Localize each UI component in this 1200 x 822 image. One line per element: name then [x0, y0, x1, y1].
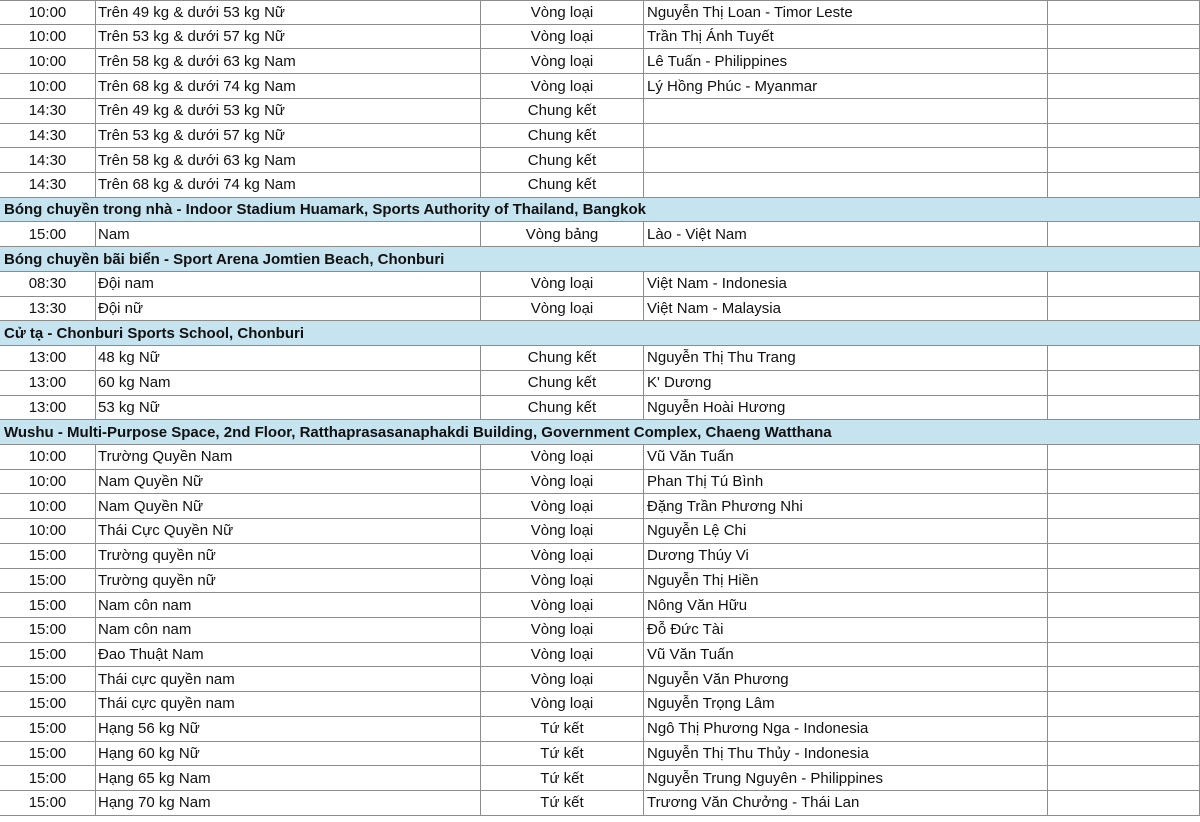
event-cell[interactable]: Trên 58 kg & dưới 63 kg Nam	[95, 148, 480, 172]
round-cell[interactable]: Vòng loại	[480, 1, 643, 24]
time-cell[interactable]: 14:30	[28, 102, 67, 120]
table-row	[0, 643, 1200, 668]
empty-cell[interactable]	[1047, 692, 1200, 716]
empty-cell[interactable]	[1047, 544, 1200, 568]
round-cell[interactable]: Vòng loại	[480, 643, 643, 667]
time-cell[interactable]: 15:00	[28, 547, 67, 565]
athlete-cell[interactable]: Nguyễn Trung Nguyên - Philippines	[643, 766, 1047, 790]
round-cell[interactable]: Tứ kết	[480, 791, 643, 815]
event-cell[interactable]: 53 kg Nữ	[95, 396, 480, 420]
athlete-cell[interactable]: Việt Nam - Indonesia	[643, 272, 1047, 296]
section-header[interactable]: Bóng chuyền trong nhà - Indoor Stadium Huamark, Sports Authority of Thailand, Bangkok	[0, 198, 1200, 223]
athlete-cell[interactable]: Việt Nam - Malaysia	[643, 297, 1047, 321]
event-cell[interactable]: Thái cực quyền nam	[95, 667, 480, 691]
round-cell[interactable]: Chung kết	[480, 396, 643, 420]
event-cell[interactable]: Trên 53 kg & dưới 57 kg Nữ	[95, 124, 480, 148]
event-cell[interactable]: Hạng 60 kg Nữ	[95, 742, 480, 766]
round-cell[interactable]: Vòng loại	[480, 667, 643, 691]
time-cell[interactable]: 08:30	[28, 275, 67, 293]
table-row	[0, 25, 1200, 50]
empty-cell[interactable]	[1047, 569, 1200, 593]
time-cell[interactable]: 14:30	[28, 126, 67, 144]
section-header[interactable]: Wushu - Multi-Purpose Space, 2nd Floor, Ratthaprasasanaphakdi Building, Government Complex, Chaeng Watthana	[0, 420, 1200, 445]
empty-cell[interactable]	[1047, 445, 1200, 469]
athlete-cell[interactable]: Ngô Thị Phương Nga - Indonesia	[643, 717, 1047, 741]
time-cell[interactable]: 10:00	[28, 3, 67, 21]
table-row	[0, 593, 1200, 618]
empty-cell[interactable]	[1047, 1, 1200, 24]
athlete-cell[interactable]: Nguyễn Lệ Chi	[643, 519, 1047, 543]
athlete-cell[interactable]	[643, 124, 1047, 148]
round-cell[interactable]: Vòng loại	[480, 618, 643, 642]
time-cell[interactable]: 15:00	[28, 670, 67, 688]
empty-cell[interactable]	[1047, 124, 1200, 148]
athlete-cell[interactable]: Nguyễn Thị Thu Trang	[643, 346, 1047, 370]
empty-cell[interactable]	[1047, 593, 1200, 617]
time-cell[interactable]: 15:00	[28, 596, 67, 614]
empty-cell[interactable]	[1047, 148, 1200, 172]
table-row	[0, 494, 1200, 519]
athlete-cell[interactable]: Dương Thúy Vi	[643, 544, 1047, 568]
event-cell[interactable]: Đao Thuật Nam	[95, 643, 480, 667]
round-cell[interactable]: Tứ kết	[480, 766, 643, 790]
table-row	[0, 49, 1200, 74]
empty-cell[interactable]	[1047, 173, 1200, 197]
time-cell[interactable]: 15:00	[28, 695, 67, 713]
table-row	[0, 717, 1200, 742]
time-cell[interactable]: 15:00	[28, 720, 67, 738]
time-cell[interactable]: 13:00	[28, 374, 67, 392]
round-cell[interactable]: Vòng loại	[480, 445, 643, 469]
time-cell[interactable]: 10:00	[28, 522, 67, 540]
event-cell[interactable]: Trên 68 kg & dưới 74 kg Nam	[95, 74, 480, 98]
athlete-cell[interactable]: Phan Thị Tú Bình	[643, 470, 1047, 494]
table-row	[0, 272, 1200, 297]
table-row	[0, 396, 1200, 421]
athlete-cell[interactable]: Vũ Văn Tuấn	[643, 643, 1047, 667]
empty-cell[interactable]	[1047, 766, 1200, 790]
event-cell[interactable]: Trên 49 kg & dưới 53 kg Nữ	[95, 99, 480, 123]
athlete-cell[interactable]: Nguyễn Văn Phương	[643, 667, 1047, 691]
event-cell[interactable]: Nam côn nam	[95, 593, 480, 617]
event-cell[interactable]: Trên 58 kg & dưới 63 kg Nam	[95, 49, 480, 73]
time-cell[interactable]: 10:00	[28, 497, 67, 515]
event-cell[interactable]: Thái cực quyền nam	[95, 692, 480, 716]
time-cell[interactable]: 15:00	[28, 769, 67, 787]
athlete-cell[interactable]: Nguyễn Thị Thu Thủy - Indonesia	[643, 742, 1047, 766]
athlete-cell[interactable]: Đặng Trần Phương Nhi	[643, 494, 1047, 518]
time-cell[interactable]: 14:30	[28, 176, 67, 194]
athlete-cell[interactable]: Vũ Văn Tuấn	[643, 445, 1047, 469]
table-row	[0, 766, 1200, 791]
table-row	[0, 74, 1200, 99]
empty-cell[interactable]	[1047, 371, 1200, 395]
empty-cell[interactable]	[1047, 791, 1200, 815]
round-cell[interactable]: Vòng loại	[480, 272, 643, 296]
athlete-cell[interactable]: Nguyễn Thị Hiền	[643, 569, 1047, 593]
table-row	[0, 667, 1200, 692]
table-row	[0, 124, 1200, 149]
athlete-cell[interactable]: K' Dương	[643, 371, 1047, 395]
athlete-cell[interactable]: Đỗ Đức Tài	[643, 618, 1047, 642]
section-header[interactable]: Cử tạ - Chonburi Sports School, Chonburi	[0, 321, 1200, 346]
time-cell[interactable]: 10:00	[28, 448, 67, 466]
athlete-cell[interactable]: Lý Hồng Phúc - Myanmar	[643, 74, 1047, 98]
round-cell[interactable]: Vòng bảng	[480, 222, 643, 246]
table-row	[0, 544, 1200, 569]
table-row	[0, 173, 1200, 198]
empty-cell[interactable]	[1047, 272, 1200, 296]
empty-cell[interactable]	[1047, 222, 1200, 246]
round-cell[interactable]: Vòng loại	[480, 494, 643, 518]
athlete-cell[interactable]	[643, 99, 1047, 123]
empty-cell[interactable]	[1047, 396, 1200, 420]
athlete-cell[interactable]: Nguyễn Hoài Hương	[643, 396, 1047, 420]
table-row	[0, 519, 1200, 544]
round-cell[interactable]: Vòng loại	[480, 544, 643, 568]
table-row	[0, 346, 1200, 371]
round-cell[interactable]: Vòng loại	[480, 74, 643, 98]
time-cell[interactable]: 15:00	[28, 225, 67, 243]
round-cell[interactable]: Vòng loại	[480, 692, 643, 716]
time-cell[interactable]: 15:00	[28, 571, 67, 589]
round-cell[interactable]: Tứ kết	[480, 742, 643, 766]
event-cell[interactable]: Hạng 70 kg Nam	[95, 791, 480, 815]
time-cell[interactable]: 10:00	[28, 52, 67, 70]
empty-cell[interactable]	[1047, 742, 1200, 766]
event-cell[interactable]: Hạng 65 kg Nam	[95, 766, 480, 790]
empty-cell[interactable]	[1047, 25, 1200, 49]
round-cell[interactable]: Vòng loại	[480, 470, 643, 494]
empty-cell[interactable]	[1047, 99, 1200, 123]
round-cell[interactable]: Chung kết	[480, 99, 643, 123]
event-cell[interactable]: Nam	[95, 222, 480, 246]
empty-cell[interactable]	[1047, 49, 1200, 73]
event-cell[interactable]: Trên 68 kg & dưới 74 kg Nam	[95, 173, 480, 197]
athlete-cell[interactable]	[643, 148, 1047, 172]
round-cell[interactable]: Chung kết	[480, 124, 643, 148]
athlete-cell[interactable]: Trần Thị Ánh Tuyết	[643, 25, 1047, 49]
athlete-cell[interactable]: Nông Văn Hữu	[643, 593, 1047, 617]
round-cell[interactable]: Chung kết	[480, 148, 643, 172]
time-cell[interactable]: 10:00	[28, 473, 67, 491]
table-row	[0, 618, 1200, 643]
empty-cell[interactable]	[1047, 470, 1200, 494]
round-cell[interactable]: Vòng loại	[480, 25, 643, 49]
athlete-cell[interactable]: Lào - Việt Nam	[643, 222, 1047, 246]
time-cell[interactable]: 10:00	[28, 77, 67, 95]
time-cell[interactable]: 10:00	[28, 28, 67, 46]
round-cell[interactable]: Chung kết	[480, 173, 643, 197]
athlete-cell[interactable]: Nguyễn Trọng Lâm	[643, 692, 1047, 716]
round-cell[interactable]: Vòng loại	[480, 569, 643, 593]
event-cell[interactable]: Trên 49 kg & dưới 53 kg Nữ	[95, 1, 480, 24]
round-cell[interactable]: Chung kết	[480, 346, 643, 370]
empty-cell[interactable]	[1047, 297, 1200, 321]
empty-cell[interactable]	[1047, 494, 1200, 518]
event-cell[interactable]: Nam côn nam	[95, 618, 480, 642]
table-row	[0, 445, 1200, 470]
table-row	[0, 791, 1200, 816]
table-row	[0, 742, 1200, 767]
event-cell[interactable]: Trường quyền nữ	[95, 544, 480, 568]
empty-cell[interactable]	[1047, 74, 1200, 98]
table-row	[0, 148, 1200, 173]
athlete-cell[interactable]	[643, 173, 1047, 197]
empty-cell[interactable]	[1047, 667, 1200, 691]
event-cell[interactable]: Nam Quyền Nữ	[95, 494, 480, 518]
table-row	[0, 0, 1200, 25]
table-row	[0, 569, 1200, 594]
section-header[interactable]: Bóng chuyền bãi biển - Sport Arena Jomtien Beach, Chonburi	[0, 247, 1200, 272]
table-row	[0, 99, 1200, 124]
time-cell[interactable]: 15:00	[28, 744, 67, 762]
table-row	[0, 297, 1200, 322]
event-cell[interactable]: Trên 53 kg & dưới 57 kg Nữ	[95, 25, 480, 49]
table-row	[0, 692, 1200, 717]
empty-cell[interactable]	[1047, 618, 1200, 642]
event-cell[interactable]: Thái Cực Quyền Nữ	[95, 519, 480, 543]
time-cell[interactable]: 13:00	[28, 398, 67, 416]
event-cell[interactable]: Nam Quyền Nữ	[95, 470, 480, 494]
time-cell[interactable]: 13:00	[28, 349, 67, 367]
event-cell[interactable]: Trường Quyền Nam	[95, 445, 480, 469]
time-cell[interactable]: 15:00	[28, 794, 67, 812]
empty-cell[interactable]	[1047, 643, 1200, 667]
round-cell[interactable]: Vòng loại	[480, 519, 643, 543]
empty-cell[interactable]	[1047, 519, 1200, 543]
table-row	[0, 371, 1200, 396]
empty-cell[interactable]	[1047, 346, 1200, 370]
event-cell[interactable]: 48 kg Nữ	[95, 346, 480, 370]
time-cell[interactable]: 13:30	[28, 299, 67, 317]
event-cell[interactable]: Đội nam	[95, 272, 480, 296]
table-row	[0, 222, 1200, 247]
athlete-cell[interactable]: Lê Tuấn - Philippines	[643, 49, 1047, 73]
time-cell[interactable]: 15:00	[28, 646, 67, 664]
athlete-cell[interactable]: Trương Văn Chưởng - Thái Lan	[643, 791, 1047, 815]
round-cell[interactable]: Vòng loại	[480, 49, 643, 73]
event-cell[interactable]: Hạng 56 kg Nữ	[95, 717, 480, 741]
empty-cell[interactable]	[1047, 717, 1200, 741]
round-cell[interactable]: Tứ kết	[480, 717, 643, 741]
table-row	[0, 470, 1200, 495]
event-cell[interactable]: 60 kg Nam	[95, 371, 480, 395]
event-cell[interactable]: Trường quyền nữ	[95, 569, 480, 593]
round-cell[interactable]: Chung kết	[480, 371, 643, 395]
time-cell[interactable]: 14:30	[28, 151, 67, 169]
athlete-cell[interactable]: Nguyễn Thị Loan - Timor Leste	[643, 1, 1047, 24]
round-cell[interactable]: Vòng loại	[480, 297, 643, 321]
round-cell[interactable]: Vòng loại	[480, 593, 643, 617]
time-cell[interactable]: 15:00	[28, 621, 67, 639]
event-cell[interactable]: Đội nữ	[95, 297, 480, 321]
